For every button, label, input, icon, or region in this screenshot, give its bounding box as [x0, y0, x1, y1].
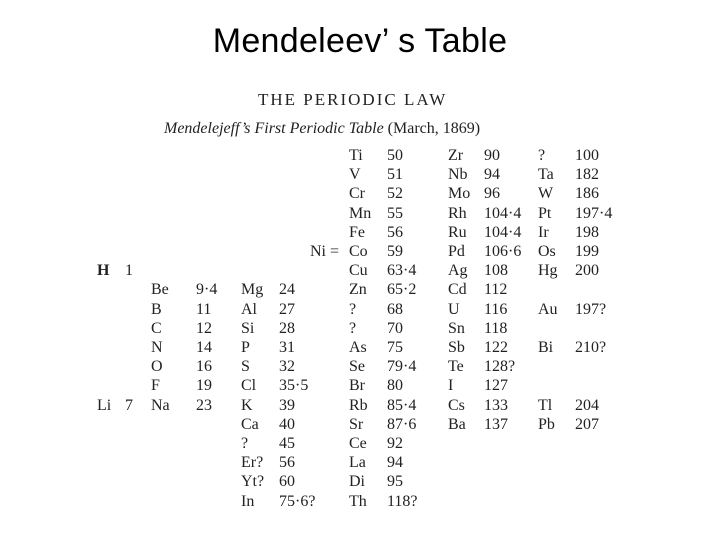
atomic-weight: 7 [125, 396, 133, 414]
atomic-weight: 23 [196, 396, 212, 414]
element-symbol: S [241, 358, 250, 376]
atomic-weight: 35·5 [279, 377, 309, 395]
element-symbol: Bi [538, 339, 554, 356]
atomic-weight: 128? [484, 358, 516, 376]
element-symbol: Nb [448, 166, 468, 184]
atomic-weight: 51 [387, 166, 403, 184]
element-symbol: Mo [448, 185, 471, 203]
element-symbol: Mn [349, 204, 372, 222]
element-symbol: Cl [241, 377, 257, 395]
atomic-weight: 12 [196, 319, 212, 337]
atomic-weight: 60 [279, 473, 295, 491]
element-symbol: Na [151, 396, 170, 414]
atomic-weight: 133 [484, 396, 508, 414]
atomic-weight: 104·4 [484, 204, 522, 222]
atomic-weight: 63·4 [387, 262, 417, 280]
atomic-weight: 11 [196, 300, 212, 318]
element-symbol: Be [151, 281, 169, 299]
element-symbol: Ca [241, 415, 259, 433]
atomic-weight: 65·2 [387, 281, 417, 299]
element-symbol: ? [349, 300, 357, 318]
element-symbol: ? [349, 319, 357, 337]
element-symbol: Cd [448, 281, 467, 299]
atomic-weight: 59 [387, 243, 403, 260]
atomic-weight: 127 [484, 377, 508, 395]
element-symbol: Sn [448, 319, 465, 337]
atomic-weight: 50 [387, 147, 403, 164]
element-symbol: Cr [349, 185, 365, 203]
atomic-weight: 31 [279, 339, 295, 356]
element-symbol: Cs [448, 396, 465, 414]
scan-subheading [164, 120, 480, 138]
atomic-weight: 45 [279, 435, 295, 452]
element-symbol: Rb [349, 396, 368, 414]
atomic-weight: 116 [484, 300, 508, 318]
atomic-weight: 197? [575, 300, 607, 318]
atomic-weight: 40 [279, 415, 295, 433]
atomic-weight: 27 [279, 300, 295, 318]
element-symbol: Co [349, 243, 368, 260]
element-symbol: Te [448, 358, 464, 376]
element-symbol: Tl [538, 396, 553, 414]
atomic-weight: 39 [279, 396, 295, 414]
element-symbol: Sr [349, 415, 364, 433]
element-symbol: Th [349, 492, 367, 510]
element-symbol: H [97, 262, 110, 280]
atomic-weight: 32 [279, 358, 295, 376]
atomic-weight: 85·4 [387, 396, 417, 414]
element-symbol: Ti [349, 147, 363, 164]
atomic-weight: 95 [387, 473, 403, 491]
nickel-label: Ni = [310, 243, 340, 260]
element-symbol: Pb [538, 415, 555, 433]
element-symbol: Mg [241, 281, 264, 299]
atomic-weight: 137 [484, 415, 508, 433]
element-symbol: U [448, 300, 460, 318]
atomic-weight: 106·6 [484, 243, 522, 260]
atomic-weight: 199 [575, 243, 599, 260]
scan-heading: THE PERIODIC LAW [258, 90, 448, 109]
element-symbol: Ba [448, 415, 466, 433]
subheading-date: (March, 1869) [383, 120, 481, 137]
element-symbol: Au [538, 300, 558, 318]
atomic-weight: 200 [575, 262, 599, 280]
slide-title: Mendeleev’ s Table [212, 22, 508, 60]
atomic-weight: 122 [484, 339, 508, 356]
atomic-weight: 92 [387, 435, 403, 452]
element-symbol: Br [349, 377, 365, 395]
element-symbol: V [349, 166, 361, 184]
atomic-weight: 87·6 [387, 415, 417, 433]
atomic-weight: 204 [575, 396, 599, 414]
atomic-weight: 96 [484, 185, 500, 203]
atomic-weight: 108 [484, 262, 508, 280]
atomic-weight: 24 [279, 281, 295, 299]
element-symbol: N [151, 339, 163, 356]
atomic-weight: 14 [196, 339, 212, 356]
element-symbol: Al [241, 300, 257, 318]
atomic-weight: 90 [484, 147, 500, 164]
element-symbol: Zr [448, 147, 464, 164]
element-symbol: P [241, 339, 250, 356]
element-symbol: Sb [448, 339, 465, 356]
atomic-weight: 112 [484, 281, 508, 299]
atomic-weight: 16 [196, 358, 212, 376]
element-symbol: In [241, 492, 255, 510]
atomic-weight: 70 [387, 319, 403, 337]
element-symbol: K [241, 396, 253, 414]
atomic-weight: 104·4 [484, 223, 522, 241]
element-symbol: C [151, 319, 162, 337]
element-symbol: Si [241, 319, 255, 337]
atomic-weight: 19 [196, 377, 212, 395]
element-symbol: Se [349, 358, 365, 376]
atomic-weight: 197·4 [575, 204, 613, 222]
element-symbol: Cu [349, 262, 368, 280]
element-symbol: Zn [349, 281, 367, 299]
atomic-weight: 210? [575, 339, 607, 356]
atomic-weight: 56 [279, 454, 295, 472]
atomic-weight: 186 [575, 185, 599, 203]
element-symbol: Pt [538, 204, 552, 222]
element-symbol: Ru [448, 223, 467, 241]
atomic-weight: 1 [125, 262, 133, 280]
atomic-weight: 68 [387, 300, 403, 318]
element-symbol: ? [241, 435, 249, 452]
element-symbol: Ta [538, 166, 554, 184]
atomic-weight: 198 [575, 223, 599, 241]
atomic-weight: 75·6? [279, 492, 316, 510]
element-symbol: Yt? [241, 473, 265, 491]
periodic-table-scan [86, 84, 646, 514]
element-symbol: ? [538, 147, 546, 164]
element-symbol: Di [349, 473, 365, 491]
subheading-title: Mendelejeff’s First Periodic Table [164, 120, 384, 137]
atomic-weight: 75 [387, 339, 403, 356]
element-symbol: Pd [448, 243, 465, 260]
atomic-weight: 118 [484, 319, 508, 337]
element-symbol: Hg [538, 262, 558, 280]
element-symbol: W [538, 185, 554, 203]
element-symbol: Li [97, 396, 112, 414]
element-symbol: Ag [448, 262, 468, 280]
atomic-weight: 28 [279, 319, 295, 337]
element-symbol: Os [538, 243, 556, 260]
atomic-weight: 207 [575, 415, 599, 433]
element-symbol: Ir [538, 223, 549, 241]
element-symbol: Ce [349, 435, 367, 452]
element-symbol: Rh [448, 204, 467, 222]
atomic-weight: 79·4 [387, 358, 417, 376]
atomic-weight: 182 [575, 166, 599, 184]
atomic-weight: 55 [387, 204, 403, 222]
atomic-weight: 56 [387, 223, 403, 241]
atomic-weight: 100 [575, 147, 599, 164]
element-symbol: Er? [241, 454, 264, 472]
atomic-weight: 80 [387, 377, 403, 395]
atomic-weight: 94 [387, 454, 403, 472]
atomic-weight: 94 [484, 166, 500, 184]
atomic-weight: 118? [387, 492, 418, 510]
element-symbol: Fe [349, 223, 365, 241]
atomic-weight: 52 [387, 185, 403, 203]
element-symbol: As [349, 339, 367, 356]
element-symbol: B [151, 300, 162, 318]
element-symbol: I [448, 377, 454, 395]
element-symbol: La [349, 454, 366, 472]
element-symbol: F [151, 377, 160, 395]
element-symbol: O [151, 358, 163, 376]
atomic-weight: 9·4 [196, 281, 218, 299]
